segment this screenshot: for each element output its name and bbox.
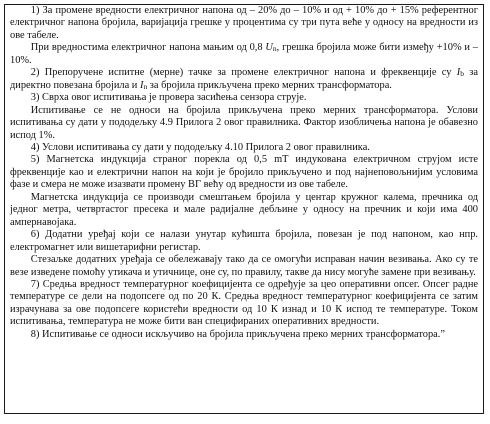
paragraph-p4 (10, 92, 478, 104)
paragraph-text: за бројила прикључена преко мерних трансформатора. (147, 79, 392, 91)
paragraph-text: 7) Средња вредност температурног коефицијента се одређује за цео оперативни опсег. Опсег радне температуре се дели на подопсеге од по 20 К. Средња вредност температурног коефицијента се затим израчунава за ове подопсеге користећи вредности од 10 К изнад и 10 К испод те температуре. Током испитивања, температура не може бити ван специфираних оперативних вредности. (10, 278, 478, 328)
paragraph-p5 (10, 105, 478, 142)
paragraph-p11 (10, 279, 478, 329)
subscript-text: b (460, 69, 464, 79)
paragraph-p6 (10, 142, 478, 154)
paragraph-text: 2) Препоручене испитне (мерне) тачке за промене електричног напона и фреквенције су (30, 67, 457, 79)
italic-symbol: U (265, 42, 273, 54)
paragraph-text: 5) Магнетска индукција страног порекла од 0,5 mT индукована електричном струјом исте фреквенције као и електрични напон на који је бројило прикључено и под најнеповољнијим условима фазе и смера не може изазвати промену ВГ већу од вредности из ове табеле. (10, 154, 478, 191)
paragraph-text: Магнетска индукција се производи смештањем бројила у центар кружног калема, пречника од једног метра, четвртастог пресека и мале радијалне дебљине у односу на пречник и који има 400 ампернавојака. (10, 191, 478, 228)
paragraph-text: , грешка бројила може бити између +10% и – 10%. (10, 42, 478, 66)
paragraph-text: 8) Испитивање се односи искључиво на бројила прикључена преко мерних трансформатора.” (30, 328, 445, 340)
paragraph-p2 (10, 42, 478, 67)
paragraph-text: При вредностима електричног напона мањим од 0,8 (30, 42, 266, 54)
paragraph-text: Испитивање се не односи на бројила прикључена преко мерних трансформатора. Услови испитивања су дати у пододељку 4.9 Прилога 2 овог правилника. Фактор изобличења напона је обавезно испод 1%. (10, 104, 478, 141)
paragraph-p9 (10, 229, 478, 254)
paragraph-text: 1) За промене вредности електричног напона од – 20% до – 10% и од + 10% до + 15% референтног електричног напона бројила, варијација грешке у процентима су три пута веће у односу на вредности из ове табеле. (10, 5, 478, 41)
paragraph-p8 (10, 192, 478, 229)
paragraph-p7 (10, 154, 478, 191)
paragraph-text: 4) Услови испитивања су дати у пододељку 4.10 Прилога 2 овог правилника. (30, 141, 370, 153)
paragraph-text: за директно повезана бројила и (10, 67, 478, 91)
paragraph-text: 6) Додатни уређај који се налази унутар кућишта бројила, повезан је под напоном, као нпр. електромагнет или вишетарифни регистар. (10, 229, 478, 253)
subscript-text: n (143, 81, 148, 91)
paragraph-text: Стезаљке додатних уређаја се обележавају тако да се омогући исправан начин везивања. Ако су те везе изведене помоћу утикача и утичнице, оне су, по правилу, такве да нису могуће замене при везивању. (10, 254, 478, 278)
italic-symbol: I (456, 67, 461, 79)
paragraph-p10 (10, 254, 478, 279)
paragraph-p3 (10, 67, 478, 92)
paragraph-text: 3) Сврха овог испитивања је провера засићења сензора струје. (30, 92, 307, 104)
paragraph-p12 (10, 329, 478, 341)
subscript-text: n (272, 44, 277, 54)
italic-symbol: I (139, 79, 144, 91)
document-page (4, 4, 484, 414)
paragraph-p1 (10, 5, 478, 42)
